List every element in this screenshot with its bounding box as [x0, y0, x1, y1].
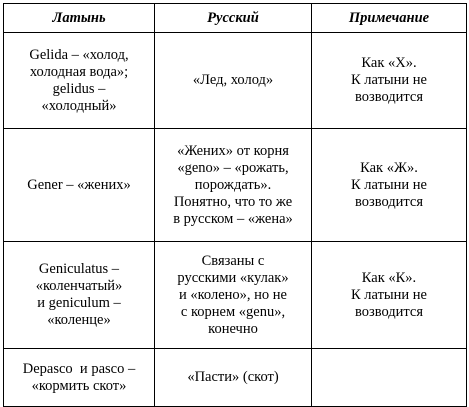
text-line: К латыни не — [350, 72, 427, 88]
text-line: Gener – «жених» — [27, 176, 131, 193]
table-row — [4, 349, 467, 407]
header-latin: Латынь — [4, 4, 155, 33]
text-line: возводится — [354, 303, 424, 320]
text-line: gelidus – — [52, 80, 106, 97]
text-line: с корнем «genu», — [180, 303, 286, 320]
cell-latin — [4, 242, 155, 349]
cell-russian — [155, 129, 312, 242]
text-line: Связаны с — [201, 252, 265, 269]
text-line: «холодный» — [41, 97, 117, 114]
text-line: Как «Ж». — [360, 159, 418, 176]
cell-note-empty — [312, 349, 467, 407]
text-line: порождать». — [194, 176, 272, 193]
cell-latin — [4, 129, 155, 242]
header-row — [4, 4, 467, 33]
text-line: возводится — [354, 193, 424, 210]
text-line: «geno» – «рожать, — [177, 159, 289, 176]
text-line: холодная вода»; — [29, 63, 129, 80]
table-row — [4, 242, 467, 349]
text-line: «Пасти» (скот) — [187, 369, 279, 385]
text-line: Как «К». — [361, 269, 417, 286]
text-line: русскими «кулак» — [177, 269, 289, 286]
text-line: «Лед, холод» — [192, 72, 274, 88]
cell-note — [312, 33, 467, 129]
text-line: и «колено», но не — [178, 286, 287, 303]
text-line: «кормить скот» — [31, 377, 127, 394]
cell-russian — [155, 349, 312, 407]
comparison-table — [3, 3, 467, 407]
text-line: К латыни не — [350, 176, 427, 193]
cell-russian — [155, 242, 312, 349]
text-line: Depasco и pasco – — [22, 360, 136, 377]
cell-note — [312, 242, 467, 349]
text-line: К латыни не — [350, 286, 427, 303]
cell-note — [312, 129, 467, 242]
header-russian: Русский — [155, 4, 312, 33]
cell-latin — [4, 349, 155, 407]
text-line: и geniculum – — [37, 295, 121, 311]
table-row — [4, 33, 467, 129]
table-row — [4, 129, 467, 242]
text-line: конечно — [208, 320, 258, 337]
header-note: Примечание — [312, 4, 467, 33]
text-line: в русском – «жена» — [173, 210, 293, 227]
cell-russian — [155, 33, 312, 129]
cell-latin — [4, 33, 155, 129]
text-line: «коленце» — [47, 312, 111, 328]
text-line: возводится — [354, 89, 424, 105]
text-line: Понятно, что то же — [173, 193, 293, 210]
text-line: Как «Х». — [361, 55, 417, 71]
text-line: «Жених» от корня — [177, 142, 289, 159]
text-line: «коленчатый» — [35, 278, 123, 294]
text-line: Geniculatus – — [38, 261, 120, 277]
text-line: Gelida – «холод, — [29, 46, 129, 63]
